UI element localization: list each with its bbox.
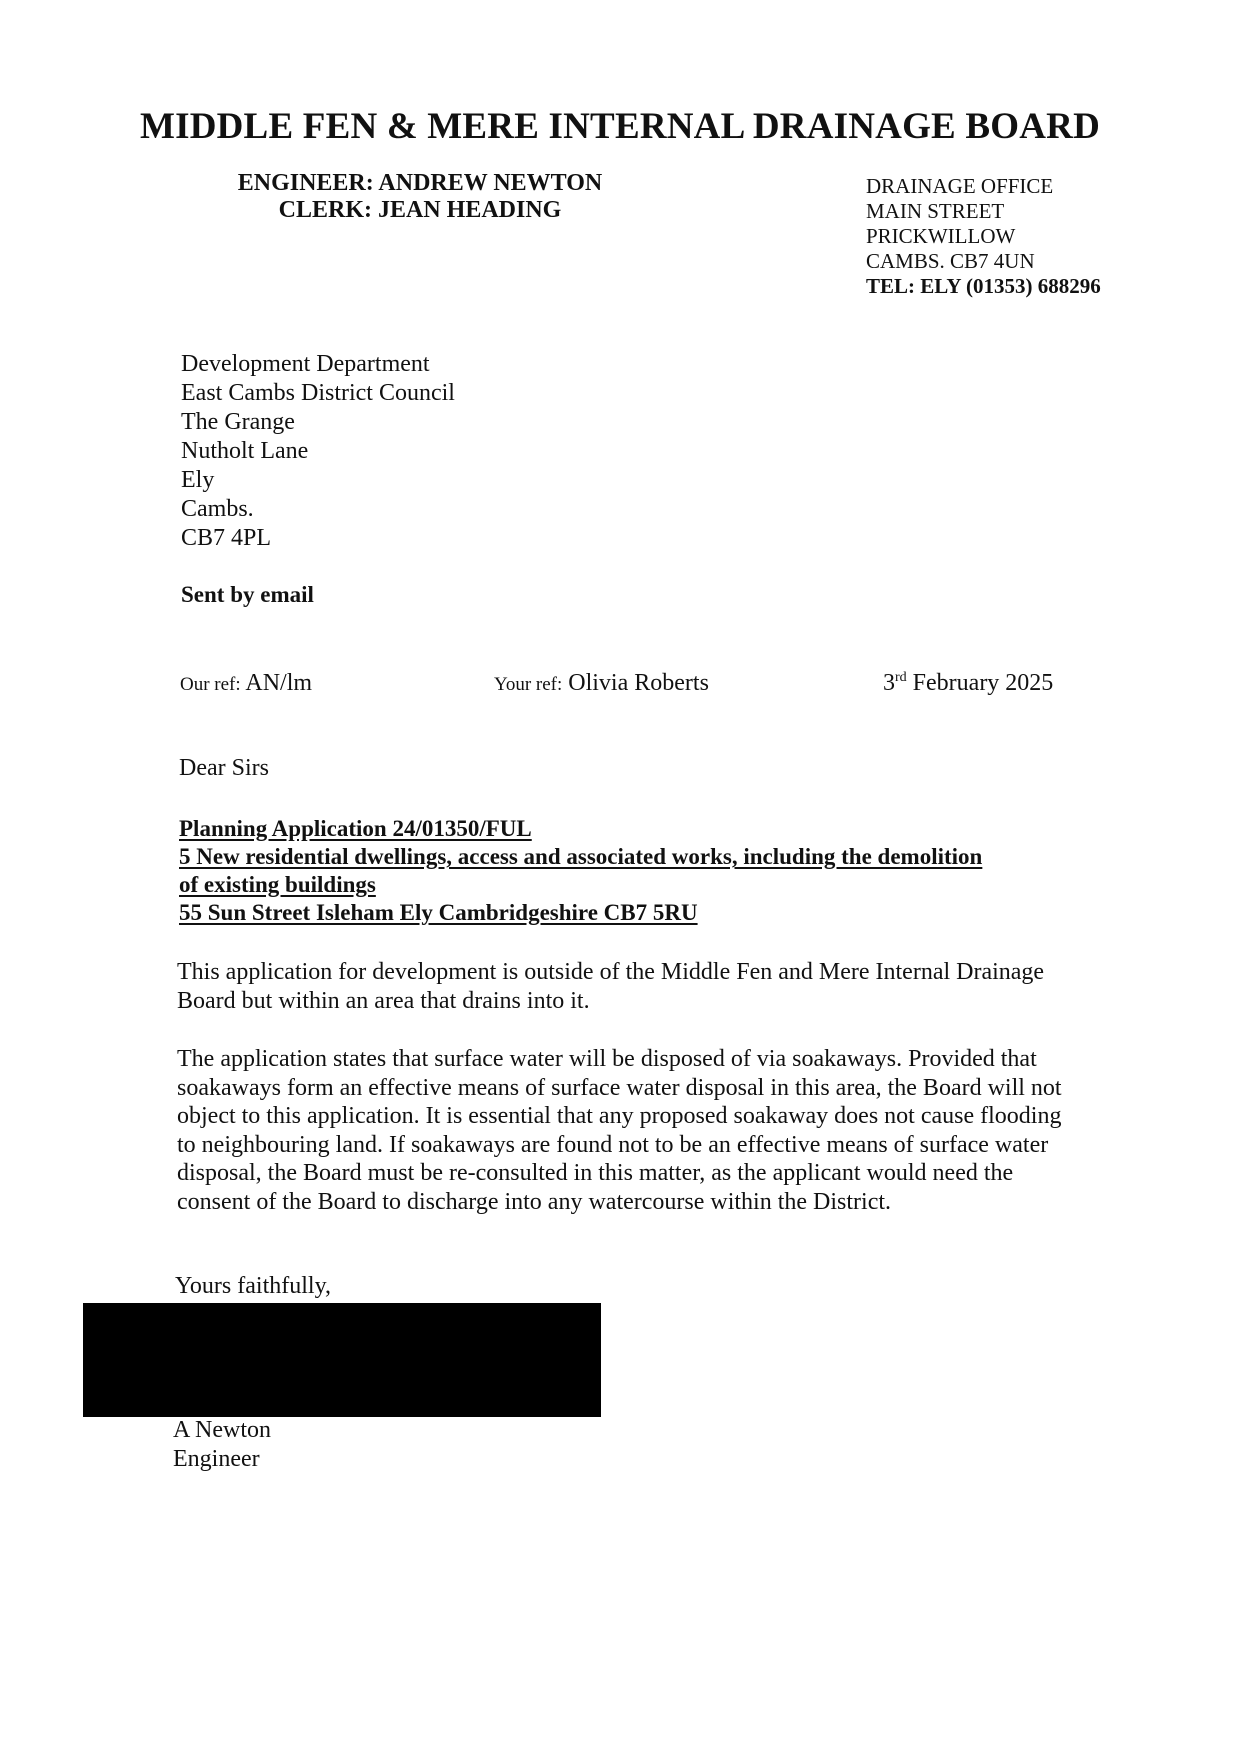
our-ref-value: AN/lm [245,670,313,696]
subject-block [179,815,982,927]
office-telephone: TEL: ELY (01353) 688296 [866,274,1101,298]
date-day: 3 [883,670,895,696]
your-ref-value: Olivia Roberts [568,670,709,696]
office-line-4: CAMBS. CB7 4UN [866,249,1035,273]
salutation: Dear Sirs [179,755,269,781]
your-reference [494,670,709,697]
subject-description-line-1: 5 New residential dwellings, access and associated works, including the demolition [179,844,983,869]
sent-by-note: Sent by email [181,582,314,607]
recipient-line: East Cambs District Council [181,380,455,406]
office-line-3: PRICKWILLOW [866,224,1016,248]
subject-description-line-2: of existing buildings [179,872,376,897]
subject-site-address: 55 Sun Street Isleham Ely Cambridgeshire CB7 5RU [179,900,698,925]
our-reference [180,670,312,697]
closing: Yours faithfully, [175,1273,332,1299]
your-ref-label: Your ref: [494,674,563,695]
board-name-heading: MIDDLE FEN & MERE INTERNAL DRAINAGE BOARD [140,106,1100,147]
date-month-year: February 2025 [912,670,1054,696]
letter-date [883,670,1053,697]
signer-title: Engineer [173,1446,260,1472]
recipient-line: Cambs. [181,496,254,522]
clerk-line: CLERK: JEAN HEADING [278,197,562,223]
recipient-line: Development Department [181,351,430,377]
recipient-line: The Grange [181,409,295,435]
signer-name: A Newton [173,1417,271,1443]
recipient-address [181,350,455,553]
redacted-signature-block [83,1303,601,1417]
subject-application-number: Planning Application 24/01350/FUL [179,816,532,841]
office-address [866,174,1101,299]
body-paragraph-1: This application for development is outside of the Middle Fen and Mere Internal Drainage Board but within an area that drains into it. [177,959,1045,1014]
office-line-2: MAIN STREET [866,199,1005,223]
signer-block [173,1416,271,1474]
engineer-line: ENGINEER: ANDREW NEWTON [237,170,603,196]
recipient-line: CB7 4PL [181,525,272,551]
office-line-1: DRAINAGE OFFICE [866,174,1054,198]
recipient-line: Ely [181,467,215,493]
our-ref-label: Our ref: [180,674,241,695]
board-officers [226,170,614,224]
recipient-line: Nutholt Lane [181,438,309,464]
body-paragraph-2: The application states that surface water will be disposed of via soakaways. Provided that soakaways form an effective means of surface water disposal in this area, the Board will not object to this application. It is essential that any proposed soakaway does not cause flooding to neighbouring land. If soakaways are found not to be an effective means of surface water disposal, the Board must be re-consulted in this matter, as the applicant would need the consent of the Board to discharge into any watercourse within the District. [177,1046,1062,1215]
date-suffix: rd [895,670,907,685]
